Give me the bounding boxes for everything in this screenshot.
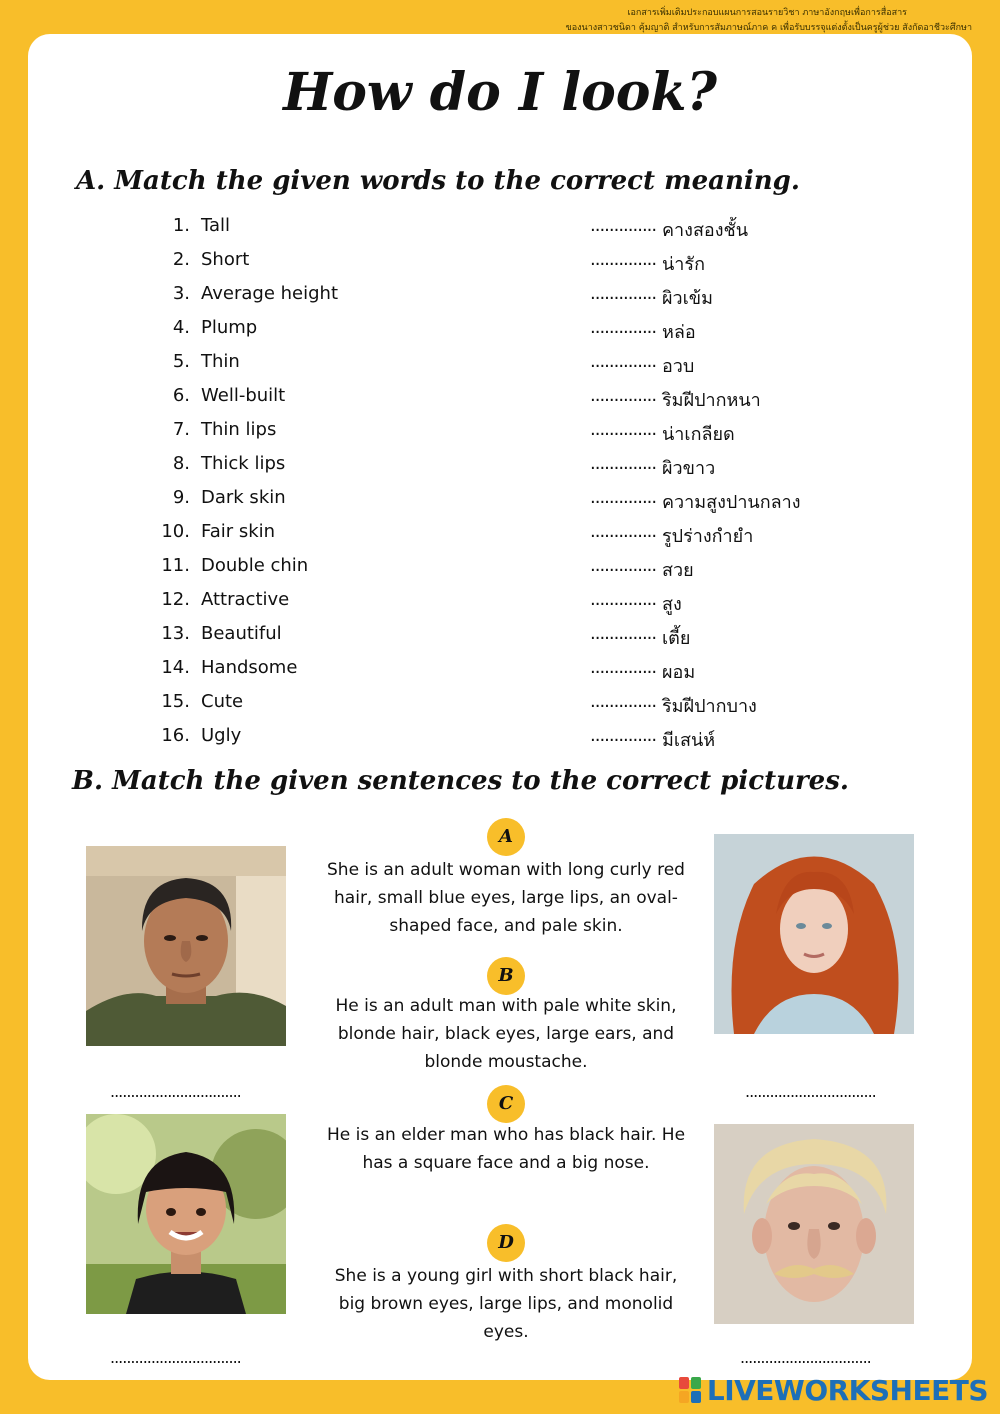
match-row bbox=[0, 685, 1000, 719]
match-row bbox=[0, 209, 1000, 243]
item-meaning: มีเสน่ห์ bbox=[662, 730, 716, 751]
answer-blank[interactable]: .............. bbox=[590, 453, 657, 474]
section-b-heading: B. Match the given sentences to the correct pictures. bbox=[72, 766, 849, 796]
match-row bbox=[0, 617, 1000, 651]
item-word: Beautiful bbox=[201, 623, 282, 644]
item-word: Tall bbox=[201, 215, 231, 236]
item-meaning: ริมฝีปากบาง bbox=[662, 696, 757, 717]
answer-blank[interactable]: .............. bbox=[590, 487, 657, 508]
item-number: 8. bbox=[172, 453, 190, 474]
answer-blank[interactable]: .............. bbox=[590, 623, 657, 644]
item-word: Double chin bbox=[201, 555, 309, 576]
answer-blank[interactable]: .............. bbox=[590, 385, 657, 406]
item-number: 3. bbox=[172, 283, 190, 304]
sentence-a: She is an adult woman with long curly red hair, small blue eyes, large lips, an oval-shaped face, and pale skin. bbox=[327, 860, 685, 936]
item-meaning: เตี้ย bbox=[662, 628, 691, 649]
item-number: 16. bbox=[161, 725, 190, 746]
item-number: 13. bbox=[161, 623, 190, 644]
match-row bbox=[0, 651, 1000, 685]
match-row bbox=[0, 481, 1000, 515]
sentence-b: He is an adult man with pale white skin, blonde hair, black eyes, large ears, and blonde moustache. bbox=[335, 996, 677, 1072]
match-row bbox=[0, 549, 1000, 583]
item-word: Dark skin bbox=[201, 487, 286, 508]
item-number: 12. bbox=[161, 589, 190, 610]
item-word: Thin lips bbox=[201, 419, 277, 440]
answer-blank[interactable]: .............. bbox=[590, 351, 657, 372]
match-row bbox=[0, 243, 1000, 277]
item-word: Well-built bbox=[201, 385, 286, 406]
item-meaning: สูง bbox=[662, 594, 682, 615]
badge-d: D bbox=[487, 1224, 525, 1262]
answer-blank[interactable]: .............. bbox=[590, 215, 657, 236]
match-row bbox=[0, 345, 1000, 379]
item-number: 1. bbox=[172, 215, 190, 236]
item-meaning: ริมฝีปากหนา bbox=[662, 390, 761, 411]
answer-blank[interactable]: .............. bbox=[590, 691, 657, 712]
item-meaning: ผิวขาว bbox=[662, 458, 716, 479]
match-row bbox=[0, 277, 1000, 311]
item-number: 15. bbox=[161, 691, 190, 712]
item-word: Plump bbox=[201, 317, 258, 338]
item-word: Thick lips bbox=[201, 453, 286, 474]
photo-red-haired-woman bbox=[714, 834, 914, 1034]
item-number: 10. bbox=[161, 521, 190, 542]
photo-elderly-man bbox=[86, 846, 286, 1046]
answer-blank[interactable]: .............. bbox=[590, 555, 657, 576]
item-number: 5. bbox=[172, 351, 190, 372]
answer-blank[interactable]: .............. bbox=[590, 521, 657, 542]
answer-blank[interactable]: .............. bbox=[590, 419, 657, 440]
item-word: Short bbox=[201, 249, 250, 270]
answer-blank[interactable]: .............. bbox=[590, 725, 657, 746]
answer-blank-photo-3[interactable]: ................................ bbox=[745, 1082, 876, 1101]
sentence-d: She is a young girl with short black hair, big brown eyes, large lips, and monolid eyes. bbox=[334, 1266, 678, 1342]
item-number: 14. bbox=[161, 657, 190, 678]
item-meaning: สวย bbox=[662, 560, 694, 581]
item-meaning: คางสองชั้น bbox=[662, 220, 749, 241]
item-word: Handsome bbox=[201, 657, 298, 678]
match-row bbox=[0, 311, 1000, 345]
item-meaning: รูปร่างกำยำ bbox=[662, 526, 754, 547]
item-word: Fair skin bbox=[201, 521, 276, 542]
item-meaning: อวบ bbox=[662, 356, 695, 377]
item-word: Attractive bbox=[201, 589, 290, 610]
item-meaning: น่าเกลียด bbox=[662, 424, 735, 445]
match-row bbox=[0, 719, 1000, 753]
item-word: Thin bbox=[201, 351, 240, 372]
answer-blank[interactable]: .............. bbox=[590, 249, 657, 270]
match-row bbox=[0, 413, 1000, 447]
item-meaning: น่ารัก bbox=[662, 254, 705, 275]
brand-name: LIVEWORKSHEETS bbox=[706, 1373, 988, 1407]
item-meaning: หล่อ bbox=[662, 322, 696, 343]
header-note bbox=[566, 6, 972, 36]
item-meaning: ผิวเข้ม bbox=[662, 288, 713, 309]
match-row bbox=[0, 379, 1000, 413]
answer-blank-photo-4[interactable]: ................................ bbox=[740, 1348, 871, 1367]
answer-blank-photo-1[interactable]: ................................ bbox=[110, 1082, 241, 1101]
badge-c: C bbox=[487, 1085, 525, 1123]
item-number: 4. bbox=[172, 317, 190, 338]
liveworksheets-brand[interactable] bbox=[679, 1372, 988, 1408]
liveworksheets-logo-icon bbox=[679, 1377, 701, 1403]
header-line-1: เอกสารเพิ่มเติมประกอบแผนการสอนรายวิชา ภาษาอังกฤษเพื่อการสื่อสาร bbox=[627, 8, 907, 18]
item-number: 6. bbox=[172, 385, 190, 406]
item-word: Ugly bbox=[201, 725, 242, 746]
photo-young-girl bbox=[86, 1114, 286, 1314]
sentence-c: He is an elder man who has black hair. He has a square face and a big nose. bbox=[326, 1125, 686, 1173]
section-a-heading: A. Match the given words to the correct meaning. bbox=[76, 166, 800, 196]
item-number: 9. bbox=[172, 487, 190, 508]
item-word: Average height bbox=[201, 283, 339, 304]
answer-blank[interactable]: .............. bbox=[590, 657, 657, 678]
answer-blank[interactable]: .............. bbox=[590, 589, 657, 610]
badge-b: B bbox=[487, 957, 525, 995]
photo-blonde-man bbox=[714, 1124, 914, 1324]
match-row bbox=[0, 447, 1000, 481]
badge-a: A bbox=[487, 818, 525, 856]
page-title: How do I look? bbox=[283, 62, 717, 123]
answer-blank[interactable]: .............. bbox=[590, 283, 657, 304]
item-word: Cute bbox=[201, 691, 244, 712]
item-number: 11. bbox=[161, 555, 190, 576]
answer-blank[interactable]: .............. bbox=[590, 317, 657, 338]
match-row bbox=[0, 583, 1000, 617]
answer-blank-photo-2[interactable]: ................................ bbox=[110, 1348, 241, 1367]
item-meaning: ความสูงปานกลาง bbox=[662, 492, 801, 513]
item-number: 7. bbox=[172, 419, 190, 440]
header-line-2: ของนางสาวชนิดา คุ้มญาติ สำหรับการสัมภาษณ์ภาค ค เพื่อรับบรรจุแต่งตั้งเป็นครูผู้ช่วย สังกัดอาชีวะศึกษา bbox=[565, 23, 972, 33]
item-meaning: ผอม bbox=[662, 662, 696, 683]
item-number: 2. bbox=[172, 249, 190, 270]
match-row bbox=[0, 515, 1000, 549]
